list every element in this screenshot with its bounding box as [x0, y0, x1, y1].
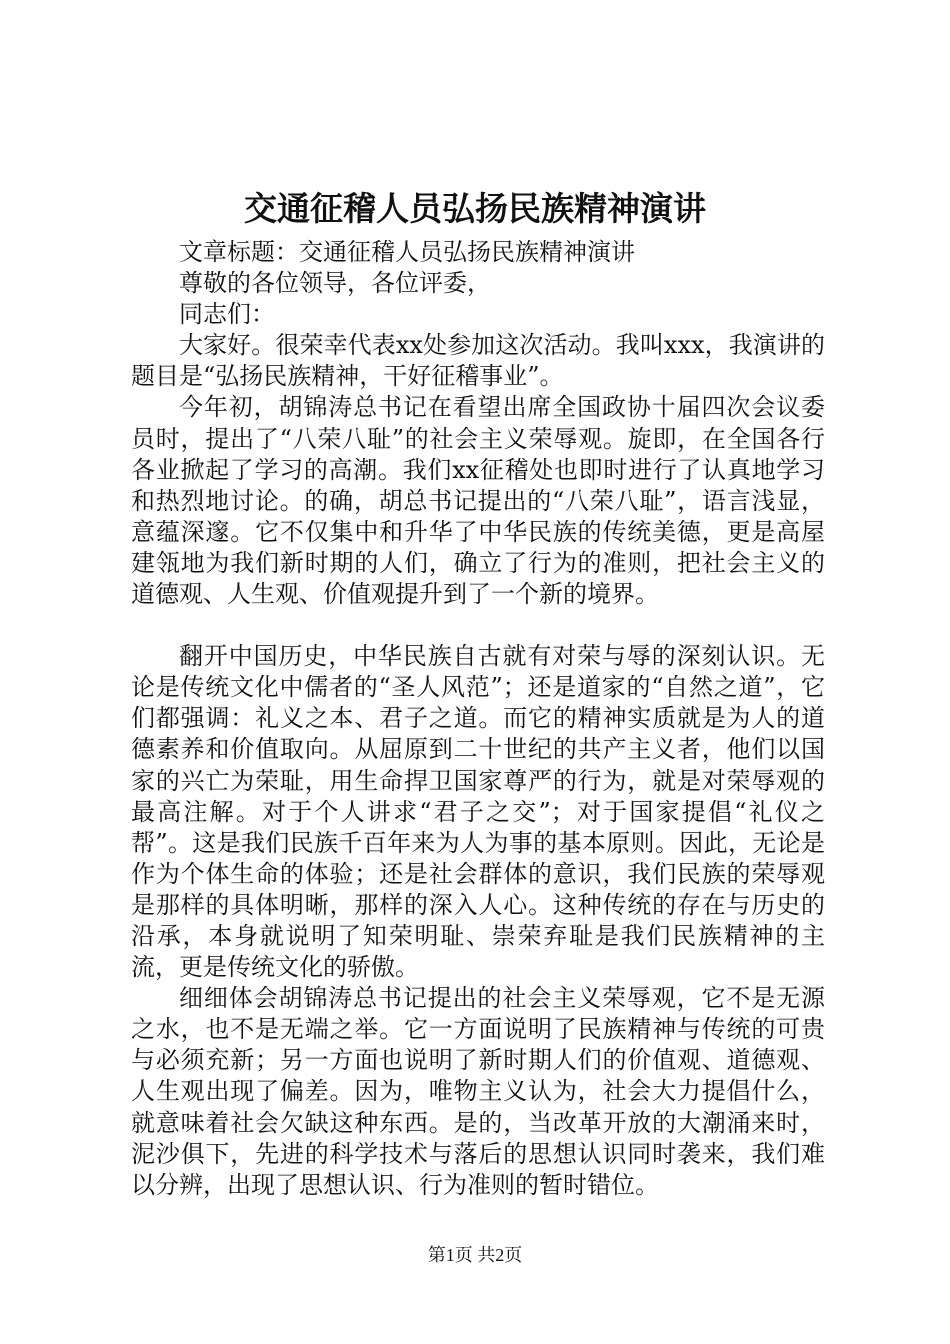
page-number-footer: 第1页 共2页 — [427, 1245, 523, 1265]
paragraph-history: 翻开中国历史，中华民族自古就有对荣与辱的深刻认识。无论是传统文化中儒者的“圣人风范”；还是道家的“自然之道”，它们都强调：礼义之本、君子之道。而它的精神实质就是为人的道德素养和价值取向。从屈原到二十世纪的共产主义者，他们以国家的兴亡为荣耻，用生命捍卫国家尊严的行为，就是对荣辱观的最高注解。对于个人讲求“君子之交”；对于国家提倡“礼仪之帮”。这是我们民族千百年来为人为事的基本原则。因此，无论是作为个体生命的体验；还是社会群体的意识，我们民族的荣辱观是那样的具体明晰，那样的深入人心。这种传统的存在与历史的沿承，本身就说明了知荣明耻、崇荣弃耻是我们民族精神的主流，更是传统文化的骄傲。 — [131, 642, 825, 982]
comrades-line: 同志们： — [179, 300, 275, 329]
document-title: 交通征稽人员弘扬民族精神演讲 — [244, 189, 706, 228]
document-body — [131, 237, 825, 1201]
paragraph-eight-honors: 今年初，胡锦涛总书记在看望出席全国政协十届四次会议委员时，提出了“八荣八耻”的社会主义荣辱观。旋即，在全国各行各业掀起了学习的高潮。我们xx征稽处也即时进行了认真地学习和热烈地讨论。的确，胡总书记提出的“八荣八耻”，语言浅显，意蕴深邃。它不仅集中和升华了中华民族的传统美德，更是高屋建瓴地为我们新时期的人们，确立了行为的准则，把社会主义的道德观、人生观、价值观提升到了一个新的境界。 — [131, 393, 825, 609]
paragraph-reflection: 细细体会胡锦涛总书记提出的社会主义荣辱观，它不是无源之水，也不是无端之举。它一方面说明了民族精神与传统的可贵与必须充新；另一方面也说明了新时期人们的价值观、道德观、人生观出现了偏差。因为，唯物主义认为，社会大力提倡什么，就意味着社会欠缺这种东西。是的，当改革开放的大潮涌来时，泥沙俱下，先进的科学技术与落后的思想认识同时袭来，我们难以分辨，出现了思想认识、行为准则的暂时错位。 — [131, 984, 825, 1199]
article-title-line: 文章标题：交通征稽人员弘扬民族精神演讲 — [179, 238, 635, 266]
paragraph-intro: 大家好。很荣幸代表xx处参加这次活动。我叫xxx，我演讲的题目是“弘扬民族精神，干好征稽事业”。 — [131, 331, 825, 391]
salutation-line: 尊敬的各位领导，各位评委， — [179, 269, 491, 298]
